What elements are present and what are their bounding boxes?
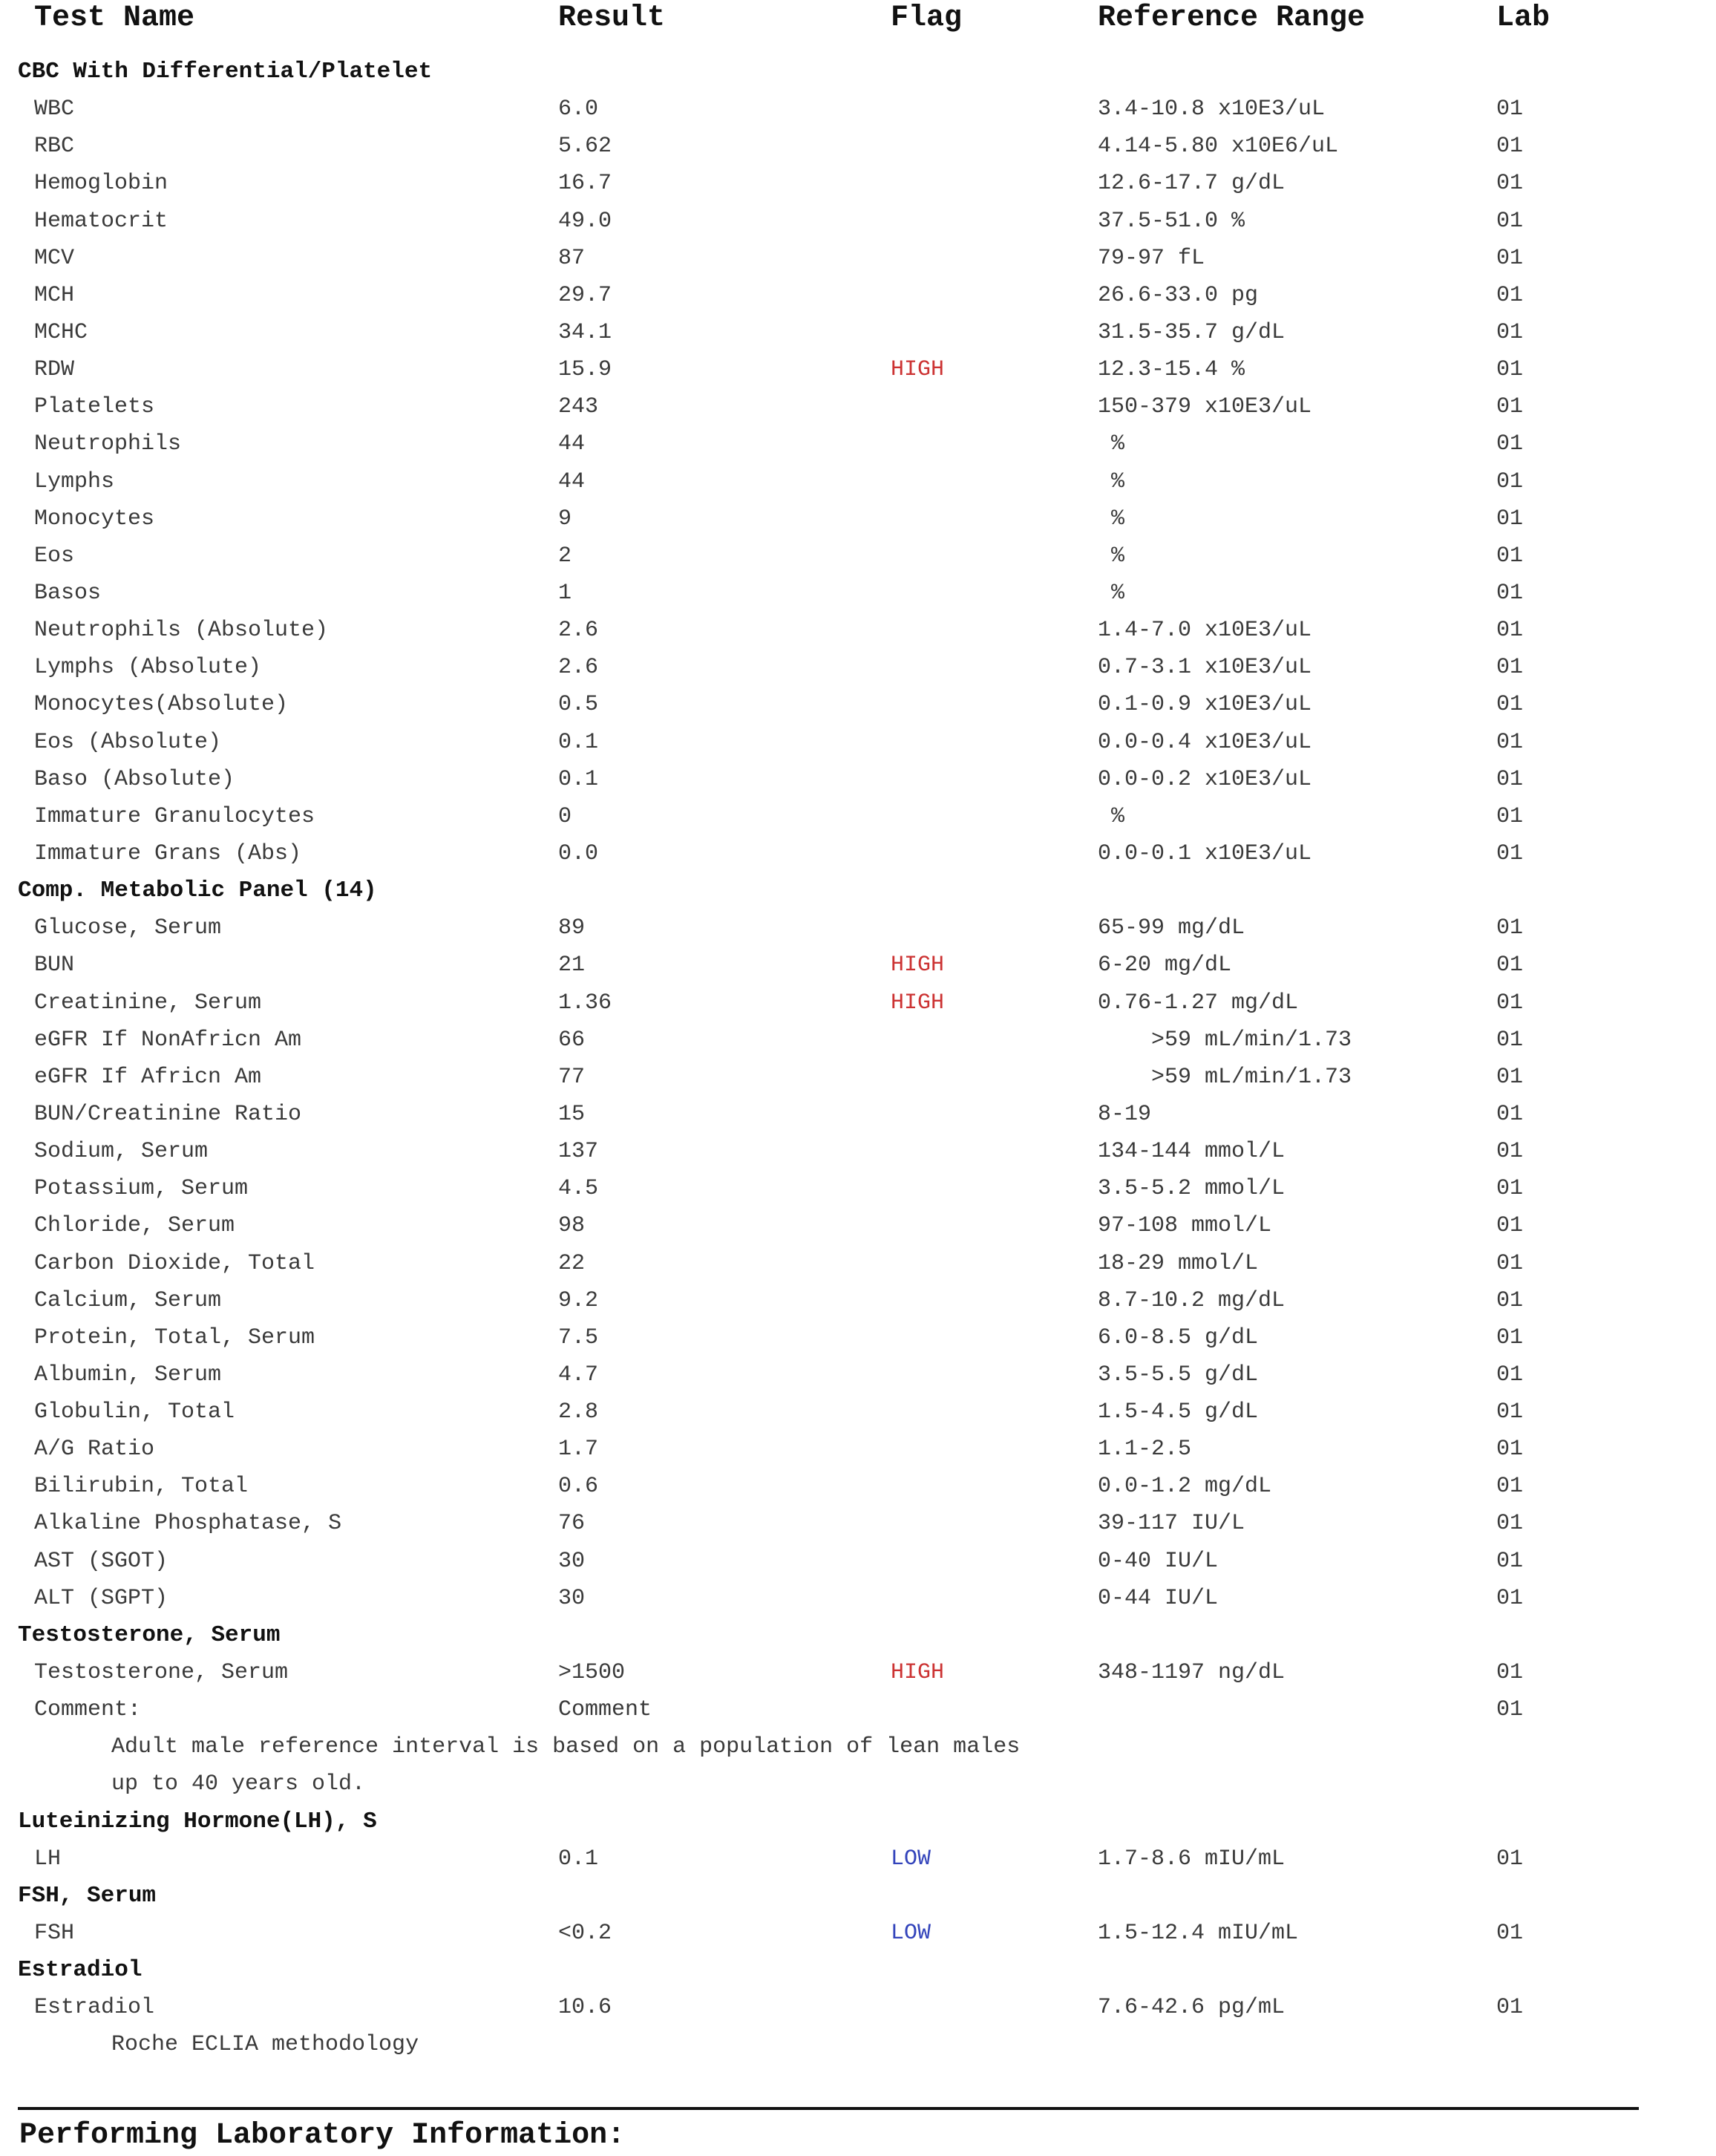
lab-code: 01 bbox=[1496, 1474, 1524, 1500]
note-text: Adult male reference interval is based on a population of lean males bbox=[111, 1734, 1021, 1760]
test-result: 0.6 bbox=[558, 1474, 599, 1500]
test-name: ALT (SGPT) bbox=[34, 1585, 168, 1611]
reference-range: 3.4-10.8 x10E3/uL bbox=[1098, 97, 1326, 122]
section-header-row bbox=[0, 53, 1716, 91]
test-result: 66 bbox=[558, 1027, 586, 1053]
result-row bbox=[0, 425, 1716, 463]
reference-range: 1.5-4.5 g/dL bbox=[1098, 1399, 1259, 1425]
reference-range: 39-117 IU/L bbox=[1098, 1511, 1245, 1537]
test-name: Lymphs (Absolute) bbox=[34, 655, 262, 681]
reference-range: 0.0-0.4 x10E3/uL bbox=[1098, 729, 1312, 755]
result-row bbox=[0, 724, 1716, 761]
reference-range: 1.7-8.6 mIU/mL bbox=[1098, 1846, 1286, 1872]
divider bbox=[18, 2107, 1639, 2110]
test-name: MCV bbox=[34, 245, 75, 271]
test-result: 137 bbox=[558, 1139, 599, 1165]
test-name: Creatinine, Serum bbox=[34, 990, 262, 1016]
result-row bbox=[0, 1989, 1716, 2026]
lab-code: 01 bbox=[1496, 134, 1524, 160]
lab-code: 01 bbox=[1496, 1921, 1524, 1947]
test-name: eGFR If NonAfricn Am bbox=[34, 1027, 302, 1053]
test-name: Basos bbox=[34, 580, 102, 606]
test-result: 10.6 bbox=[558, 1995, 612, 2021]
reference-range: 18-29 mmol/L bbox=[1098, 1250, 1259, 1276]
performing-lab-title: Performing Laboratory Information: bbox=[19, 2119, 626, 2152]
lab-code: 01 bbox=[1496, 1213, 1524, 1239]
reference-range: >59 mL/min/1.73 bbox=[1098, 1064, 1352, 1090]
result-row bbox=[0, 1505, 1716, 1542]
test-result: 16.7 bbox=[558, 171, 612, 197]
test-result: 2.6 bbox=[558, 655, 599, 681]
reference-range: 12.3-15.4 % bbox=[1098, 357, 1245, 383]
test-name: Hemoglobin bbox=[34, 171, 168, 197]
reference-range: 150-379 x10E3/uL bbox=[1098, 394, 1312, 420]
test-name: Chloride, Serum bbox=[34, 1213, 235, 1239]
note-text: Roche ECLIA methodology bbox=[111, 2032, 419, 2058]
lab-code: 01 bbox=[1496, 1064, 1524, 1090]
test-name: Glucose, Serum bbox=[34, 915, 222, 941]
result-row bbox=[0, 1059, 1716, 1096]
lab-code: 01 bbox=[1496, 506, 1524, 532]
lab-code: 01 bbox=[1496, 97, 1524, 122]
test-result: 1.7 bbox=[558, 1437, 599, 1463]
note-row bbox=[0, 2026, 1716, 2063]
result-row bbox=[0, 388, 1716, 425]
test-flag: HIGH bbox=[891, 990, 945, 1016]
test-result: 44 bbox=[558, 431, 586, 457]
lab-code: 01 bbox=[1496, 1511, 1524, 1537]
test-name: Hematocrit bbox=[34, 208, 168, 234]
test-name: WBC bbox=[34, 97, 75, 122]
lab-code: 01 bbox=[1496, 1660, 1524, 1686]
result-row bbox=[0, 277, 1716, 314]
lab-code: 01 bbox=[1496, 1287, 1524, 1313]
test-name: Protein, Total, Serum bbox=[34, 1324, 315, 1350]
result-row bbox=[0, 538, 1716, 575]
lab-code: 01 bbox=[1496, 1585, 1524, 1611]
test-name: RBC bbox=[34, 134, 75, 160]
test-result: 15 bbox=[558, 1101, 586, 1127]
reference-range: % bbox=[1098, 803, 1125, 829]
section-title: Luteinizing Hormone(LH), S bbox=[18, 1808, 377, 1835]
reference-range: 6.0-8.5 g/dL bbox=[1098, 1324, 1259, 1350]
test-flag: HIGH bbox=[891, 357, 945, 383]
result-row bbox=[0, 91, 1716, 128]
test-result: 22 bbox=[558, 1250, 586, 1276]
lab-code: 01 bbox=[1496, 618, 1524, 644]
test-name: Globulin, Total bbox=[34, 1399, 235, 1425]
test-result: 34.1 bbox=[558, 319, 612, 345]
lab-code: 01 bbox=[1496, 1362, 1524, 1388]
test-result: 1 bbox=[558, 580, 572, 606]
test-result: 7.5 bbox=[558, 1324, 599, 1350]
test-result: 21 bbox=[558, 953, 586, 979]
result-row bbox=[0, 203, 1716, 240]
lab-code: 01 bbox=[1496, 171, 1524, 197]
test-result: 6.0 bbox=[558, 97, 599, 122]
header-flag: Flag bbox=[891, 1, 963, 35]
test-name: BUN bbox=[34, 953, 75, 979]
result-row bbox=[0, 1319, 1716, 1356]
result-row bbox=[0, 1096, 1716, 1133]
test-result: 0 bbox=[558, 803, 572, 829]
lab-code: 01 bbox=[1496, 766, 1524, 792]
test-result: 2.6 bbox=[558, 618, 599, 644]
reference-range: 348-1197 ng/dL bbox=[1098, 1660, 1286, 1686]
section-title: FSH, Serum bbox=[18, 1882, 157, 1909]
test-result: <0.2 bbox=[558, 1921, 612, 1947]
result-row bbox=[0, 1356, 1716, 1394]
test-result: >1500 bbox=[558, 1660, 626, 1686]
test-name: Comment: bbox=[34, 1697, 142, 1723]
result-row bbox=[0, 1915, 1716, 1952]
test-name: Neutrophils bbox=[34, 431, 182, 457]
section-header-row bbox=[0, 872, 1716, 909]
section-header-row bbox=[0, 1617, 1716, 1654]
lab-code: 01 bbox=[1496, 282, 1524, 308]
test-name: Potassium, Serum bbox=[34, 1176, 249, 1202]
lab-code: 01 bbox=[1496, 245, 1524, 271]
test-result: 0.0 bbox=[558, 840, 599, 866]
test-flag: LOW bbox=[891, 1921, 931, 1947]
test-name: Immature Grans (Abs) bbox=[34, 840, 302, 866]
header-reference-range: Reference Range bbox=[1098, 1, 1366, 35]
section-title: CBC With Differential/Platelet bbox=[18, 59, 433, 85]
reference-range: 8.7-10.2 mg/dL bbox=[1098, 1287, 1286, 1313]
test-result: 87 bbox=[558, 245, 586, 271]
result-row bbox=[0, 1022, 1716, 1059]
reference-range: 0.7-3.1 x10E3/uL bbox=[1098, 655, 1312, 681]
lab-code: 01 bbox=[1496, 543, 1524, 569]
result-row bbox=[0, 1691, 1716, 1728]
section-title: Comp. Metabolic Panel (14) bbox=[18, 878, 377, 904]
result-row bbox=[0, 1170, 1716, 1207]
test-result: 243 bbox=[558, 394, 599, 420]
test-result: 49.0 bbox=[558, 208, 612, 234]
test-result: 15.9 bbox=[558, 357, 612, 383]
lab-code: 01 bbox=[1496, 1324, 1524, 1350]
reference-range: % bbox=[1098, 506, 1125, 532]
reference-range: 0.0-1.2 mg/dL bbox=[1098, 1474, 1272, 1500]
reference-range: 65-99 mg/dL bbox=[1098, 915, 1245, 941]
result-row bbox=[0, 1840, 1716, 1878]
lab-code: 01 bbox=[1496, 357, 1524, 383]
test-name: Monocytes bbox=[34, 506, 155, 532]
lab-code: 01 bbox=[1496, 840, 1524, 866]
section-header-row bbox=[0, 1952, 1716, 1989]
section-header-row bbox=[0, 1803, 1716, 1840]
reference-range: 134-144 mmol/L bbox=[1098, 1139, 1286, 1165]
reference-range: % bbox=[1098, 431, 1125, 457]
lab-code: 01 bbox=[1496, 1846, 1524, 1872]
test-result: 29.7 bbox=[558, 282, 612, 308]
lab-code: 01 bbox=[1496, 729, 1524, 755]
reference-range: 4.14-5.80 x10E6/uL bbox=[1098, 134, 1339, 160]
note-row bbox=[0, 1728, 1716, 1765]
section-title: Testosterone, Serum bbox=[18, 1621, 281, 1648]
test-result: 0.1 bbox=[558, 1846, 599, 1872]
test-name: MCH bbox=[34, 282, 75, 308]
test-name: A/G Ratio bbox=[34, 1437, 155, 1463]
test-name: MCHC bbox=[34, 319, 88, 345]
result-row bbox=[0, 984, 1716, 1022]
results-list bbox=[0, 53, 1716, 2064]
result-row bbox=[0, 909, 1716, 947]
test-name: Estradiol bbox=[34, 1995, 155, 2021]
reference-range: 0.76-1.27 mg/dL bbox=[1098, 990, 1299, 1016]
test-result: 9 bbox=[558, 506, 572, 532]
test-result: 2.8 bbox=[558, 1399, 599, 1425]
test-name: AST (SGOT) bbox=[34, 1548, 168, 1574]
lab-code: 01 bbox=[1496, 1995, 1524, 2021]
lab-code: 01 bbox=[1496, 468, 1524, 494]
test-result: 30 bbox=[558, 1585, 586, 1611]
test-result: 1.36 bbox=[558, 990, 612, 1016]
reference-range: 0.0-0.2 x10E3/uL bbox=[1098, 766, 1312, 792]
reference-range: % bbox=[1098, 580, 1125, 606]
test-result: 4.7 bbox=[558, 1362, 599, 1388]
result-row bbox=[0, 240, 1716, 277]
result-row bbox=[0, 128, 1716, 165]
result-row bbox=[0, 1245, 1716, 1282]
result-row bbox=[0, 612, 1716, 649]
reference-range: % bbox=[1098, 543, 1125, 569]
reference-range: 0.1-0.9 x10E3/uL bbox=[1098, 692, 1312, 718]
test-name: Bilirubin, Total bbox=[34, 1474, 249, 1500]
test-result: 0.1 bbox=[558, 766, 599, 792]
test-name: Neutrophils (Absolute) bbox=[34, 618, 329, 644]
reference-range: 3.5-5.2 mmol/L bbox=[1098, 1176, 1286, 1202]
result-row bbox=[0, 761, 1716, 798]
reference-range: 8-19 bbox=[1098, 1101, 1152, 1127]
test-name: LH bbox=[34, 1846, 62, 1872]
test-result: 4.5 bbox=[558, 1176, 599, 1202]
test-result: 0.5 bbox=[558, 692, 599, 718]
lab-code: 01 bbox=[1496, 990, 1524, 1016]
test-name: Sodium, Serum bbox=[34, 1139, 209, 1165]
test-name: Calcium, Serum bbox=[34, 1287, 222, 1313]
result-row bbox=[0, 500, 1716, 538]
test-name: Platelets bbox=[34, 394, 155, 420]
reference-range: 6-20 mg/dL bbox=[1098, 953, 1232, 979]
header-result: Result bbox=[558, 1, 666, 35]
reference-range: 1.1-2.5 bbox=[1098, 1437, 1192, 1463]
lab-code: 01 bbox=[1496, 1250, 1524, 1276]
reference-range: 79-97 fL bbox=[1098, 245, 1205, 271]
lab-code: 01 bbox=[1496, 1139, 1524, 1165]
lab-code: 01 bbox=[1496, 1176, 1524, 1202]
test-result: Comment bbox=[558, 1697, 652, 1723]
result-row bbox=[0, 165, 1716, 202]
section-header-row bbox=[0, 1878, 1716, 1915]
test-name: RDW bbox=[34, 357, 75, 383]
result-row bbox=[0, 835, 1716, 872]
test-result: 98 bbox=[558, 1213, 586, 1239]
lab-code: 01 bbox=[1496, 1697, 1524, 1723]
result-row bbox=[0, 1394, 1716, 1431]
reference-range: 1.5-12.4 mIU/mL bbox=[1098, 1921, 1299, 1947]
result-row bbox=[0, 1431, 1716, 1468]
result-row bbox=[0, 686, 1716, 723]
reference-range: 0-40 IU/L bbox=[1098, 1548, 1219, 1574]
test-result: 5.62 bbox=[558, 134, 612, 160]
lab-code: 01 bbox=[1496, 1437, 1524, 1463]
test-name: Carbon Dioxide, Total bbox=[34, 1250, 315, 1276]
test-result: 9.2 bbox=[558, 1287, 599, 1313]
reference-range: % bbox=[1098, 468, 1125, 494]
result-row bbox=[0, 1543, 1716, 1580]
reference-range: 0-44 IU/L bbox=[1098, 1585, 1219, 1611]
reference-range: 3.5-5.5 g/dL bbox=[1098, 1362, 1259, 1388]
reference-range: 1.4-7.0 x10E3/uL bbox=[1098, 618, 1312, 644]
result-row bbox=[0, 351, 1716, 388]
test-name: Monocytes(Absolute) bbox=[34, 692, 289, 718]
header-test-name: Test Name bbox=[34, 1, 195, 35]
test-name: Baso (Absolute) bbox=[34, 766, 235, 792]
lab-code: 01 bbox=[1496, 208, 1524, 234]
test-result: 2 bbox=[558, 543, 572, 569]
result-row bbox=[0, 1133, 1716, 1170]
reference-range: >59 mL/min/1.73 bbox=[1098, 1027, 1352, 1053]
reference-range: 0.0-0.1 x10E3/uL bbox=[1098, 840, 1312, 866]
test-name: FSH bbox=[34, 1921, 75, 1947]
test-result: 76 bbox=[558, 1511, 586, 1537]
result-row bbox=[0, 1654, 1716, 1691]
test-result: 44 bbox=[558, 468, 586, 494]
lab-code: 01 bbox=[1496, 580, 1524, 606]
lab-code: 01 bbox=[1496, 692, 1524, 718]
test-name: Alkaline Phosphatase, S bbox=[34, 1511, 342, 1537]
test-result: 30 bbox=[558, 1548, 586, 1574]
lab-code: 01 bbox=[1496, 1101, 1524, 1127]
lab-code: 01 bbox=[1496, 319, 1524, 345]
test-result: 0.1 bbox=[558, 729, 599, 755]
test-name: BUN/Creatinine Ratio bbox=[34, 1101, 302, 1127]
reference-range: 7.6-42.6 pg/mL bbox=[1098, 1995, 1286, 2021]
reference-range: 31.5-35.7 g/dL bbox=[1098, 319, 1286, 345]
test-name: Immature Granulocytes bbox=[34, 803, 315, 829]
test-flag: HIGH bbox=[891, 1660, 945, 1686]
result-row bbox=[0, 947, 1716, 984]
test-name: Eos (Absolute) bbox=[34, 729, 222, 755]
test-name: Albumin, Serum bbox=[34, 1362, 222, 1388]
test-name: Testosterone, Serum bbox=[34, 1660, 289, 1686]
note-text: up to 40 years old. bbox=[111, 1771, 366, 1797]
lab-code: 01 bbox=[1496, 915, 1524, 941]
result-row bbox=[0, 1468, 1716, 1505]
reference-range: 97-108 mmol/L bbox=[1098, 1213, 1272, 1239]
lab-code: 01 bbox=[1496, 431, 1524, 457]
test-name: Lymphs bbox=[34, 468, 115, 494]
test-flag: HIGH bbox=[891, 953, 945, 979]
lab-code: 01 bbox=[1496, 1399, 1524, 1425]
result-row bbox=[0, 463, 1716, 500]
reference-range: 26.6-33.0 pg bbox=[1098, 282, 1259, 308]
reference-range: 37.5-51.0 % bbox=[1098, 208, 1245, 234]
lab-code: 01 bbox=[1496, 1027, 1524, 1053]
result-row bbox=[0, 575, 1716, 612]
test-result: 89 bbox=[558, 915, 586, 941]
test-flag: LOW bbox=[891, 1846, 931, 1872]
note-row bbox=[0, 1765, 1716, 1803]
result-row bbox=[0, 314, 1716, 351]
test-name: eGFR If Africn Am bbox=[34, 1064, 262, 1090]
test-name: Eos bbox=[34, 543, 75, 569]
lab-code: 01 bbox=[1496, 655, 1524, 681]
result-row bbox=[0, 649, 1716, 686]
test-result: 77 bbox=[558, 1064, 586, 1090]
result-row bbox=[0, 798, 1716, 835]
reference-range: 12.6-17.7 g/dL bbox=[1098, 171, 1286, 197]
result-row bbox=[0, 1282, 1716, 1319]
result-row bbox=[0, 1580, 1716, 1617]
result-row bbox=[0, 1207, 1716, 1244]
lab-code: 01 bbox=[1496, 953, 1524, 979]
lab-code: 01 bbox=[1496, 803, 1524, 829]
section-title: Estradiol bbox=[18, 1957, 143, 1984]
lab-code: 01 bbox=[1496, 1548, 1524, 1574]
header-lab: Lab bbox=[1496, 1, 1550, 35]
lab-code: 01 bbox=[1496, 394, 1524, 420]
